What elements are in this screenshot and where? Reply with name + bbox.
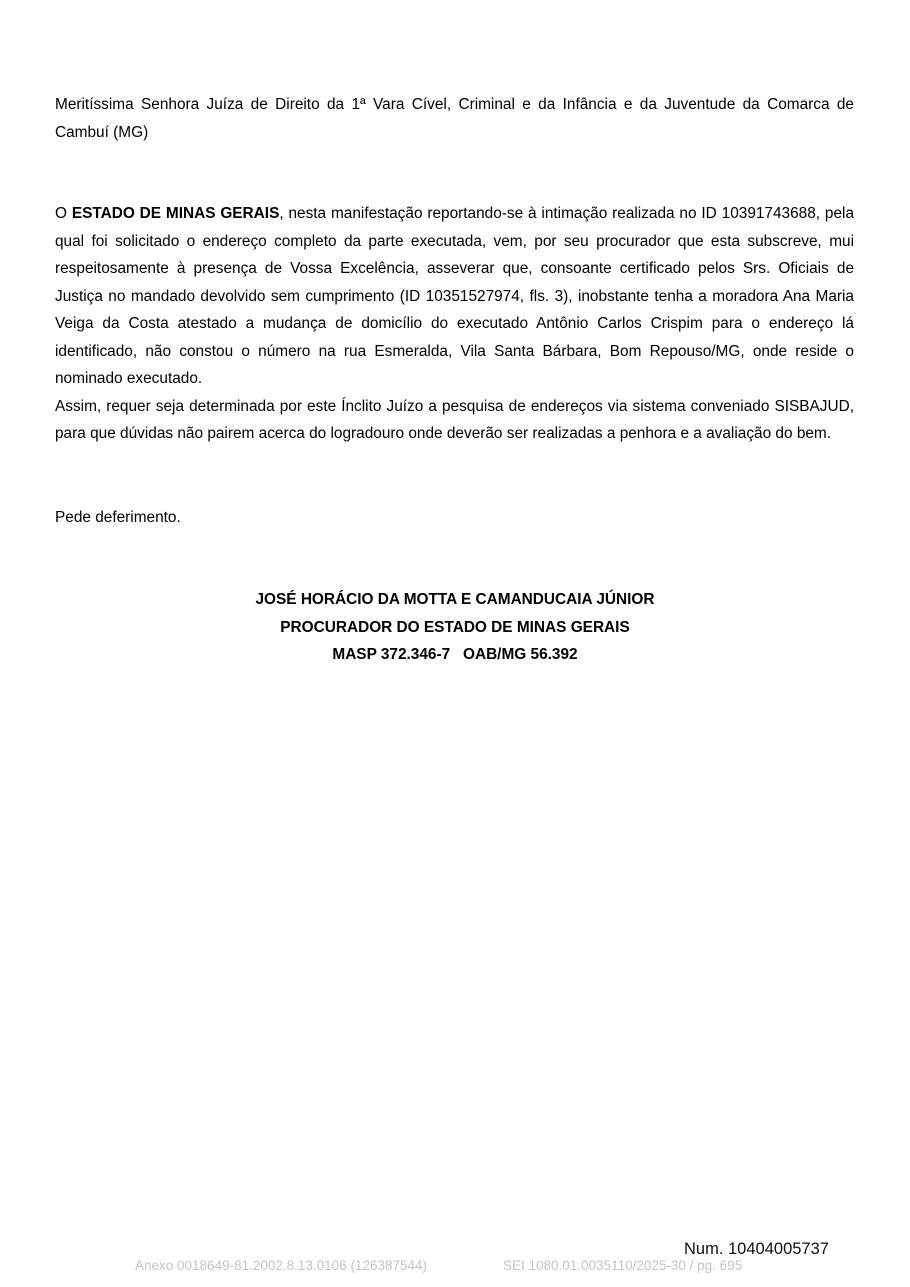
footer-anexo: Anexo 0018649-81.2002.8.13.0106 (126387544) — [135, 1258, 428, 1273]
paragraph-prefix: O — [55, 205, 72, 222]
footer-sei: SEI 1080.01.0035110/2025-30 / pg. 695 — [503, 1258, 743, 1273]
signatory-name: JOSÉ HORÁCIO DA MOTTA E CAMANDUCAIA JÚNIOR — [255, 591, 655, 608]
paragraph-request-context — [55, 200, 854, 393]
signatory-registration: MASP 372.346-7 OAB/MG 56.392 — [332, 646, 578, 663]
entity-name: ESTADO DE MINAS GERAIS — [71, 205, 280, 222]
signature-block — [0, 586, 910, 669]
document-number: Num. 10404005737 — [684, 1240, 829, 1258]
signatory-title: PROCURADOR DO ESTADO DE MINAS GERAIS — [280, 618, 630, 636]
addressee: Meritíssima Senhora Juíza de Direito da 1ª Vara Cível, Criminal e da Infância e da Juventude da Comarca de Cambuí (MG) — [55, 96, 854, 141]
paragraph-text: , nesta manifestação reportando-se à intimação realizada no ID 10391743688, pela qual foi solicitado o endereço completo da parte executada, vem, por seu procurador que esta subscreve, mui respeitosamente à presença de Vossa Excelência, asseverar que, consoante certificado pelos Srs. Oficiais de Justiça no mandado devolvido sem cumprimento (ID 10351527974, fls. 3), inobstante tenha a moradora Ana Maria Veiga da Costa atestado a mudança de domicílio do executado Antônio Carlos Crispim para o endereço lá identificado, não constou o número na rua Esmeralda, Vila Santa Bárbara, Bom Repouso/MG, onde reside o nominado executado. — [55, 205, 855, 387]
closing: Pede deferimento. — [55, 509, 181, 526]
petition-body — [55, 200, 854, 448]
paragraph-request: Assim, requer seja determinada por este Ínclito Juízo a pesquisa de endereços via sistema conveniado SISBAJUD, para que dúvidas não pairem acerca do logradouro onde deverão ser realizadas a penhora e a avaliação do bem. — [55, 397, 854, 442]
